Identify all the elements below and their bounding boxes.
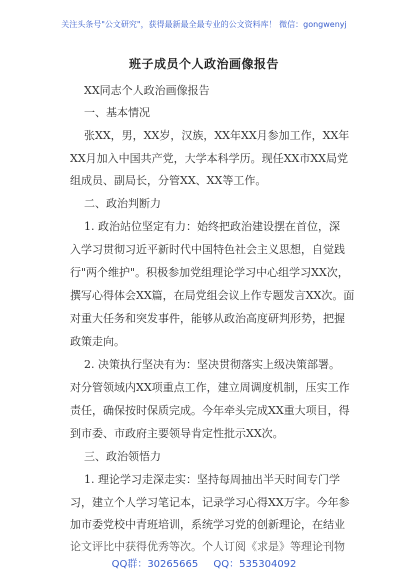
qq-number: QQ：535304092 <box>213 559 297 570</box>
paragraph-line: 组成员、副局长，分管XX、XX等工作。 <box>70 174 267 187</box>
paragraph-line: 入学习贯彻习近平新时代中国特色社会主义思想，自觉践 <box>70 243 345 256</box>
qq-group-number: QQ群：30265665 <box>111 559 199 570</box>
paragraph-line: 政策走向。 <box>70 335 125 348</box>
paragraph-line: 责任，确保按时保质完成。今年牵头完成XX重大项目，得 <box>70 404 350 417</box>
paragraph-line: 到市委、市政府主要领导肯定性批示XX次。 <box>70 427 284 440</box>
paragraph-line: 1. 理论学习走深走实：坚持每周抽出半天时间专门学 <box>84 473 340 486</box>
subtitle: XX同志个人政治画像报告 <box>84 84 210 97</box>
section-heading: 三、政治领悟力 <box>84 450 161 463</box>
document-title: 班子成员个人政治画像报告 <box>128 57 279 71</box>
paragraph-line: 对重大任务和突发事件，能够从政治高度研判形势，把握 <box>70 312 345 325</box>
paragraph-line: 2. 决策执行坚决有为：坚决贯彻落实上级决策部署。 <box>84 358 340 371</box>
paragraph-line: 1. 政治站位坚定有力：始终把政治建设摆在首位，深 <box>84 220 340 233</box>
paragraph-line: XX月加入中国共产党，大学本科学历。现任XX市XX局党 <box>70 152 348 165</box>
section-heading: 一、基本情况 <box>84 106 150 119</box>
paragraph-line: 张XX，男，XX岁，汉族，XX年XX月参加工作，XX年 <box>84 129 350 142</box>
paragraph-line: 论文评比中获得优秀等次。个人订阅《求是》等理论刊物 <box>70 540 345 553</box>
section-heading: 二、政治判断力 <box>84 197 161 210</box>
paragraph-line: 撰写心得体会XX篇，在局党组会议上作专题发言XX次。面 <box>70 289 355 302</box>
paragraph-line: 行"两个维护"。积极参加党组理论学习中心组学习XX次， <box>70 266 349 279</box>
paragraph-line: 对分管领域内XX项重点工作，建立周调度机制，压实工作 <box>70 381 350 394</box>
paragraph-line: 加市委党校中青班培训，系统学习党的创新理论，在结业 <box>70 518 345 531</box>
header-promo-note: 关注头条号"公文研究"，获得最新最全最专业的公文资料库！ 微信：gongwenyj <box>61 20 347 29</box>
paragraph-line: 习，建立个人学习笔记本，记录学习心得XX万字。今年参 <box>70 496 350 509</box>
footer-contact <box>0 555 408 570</box>
